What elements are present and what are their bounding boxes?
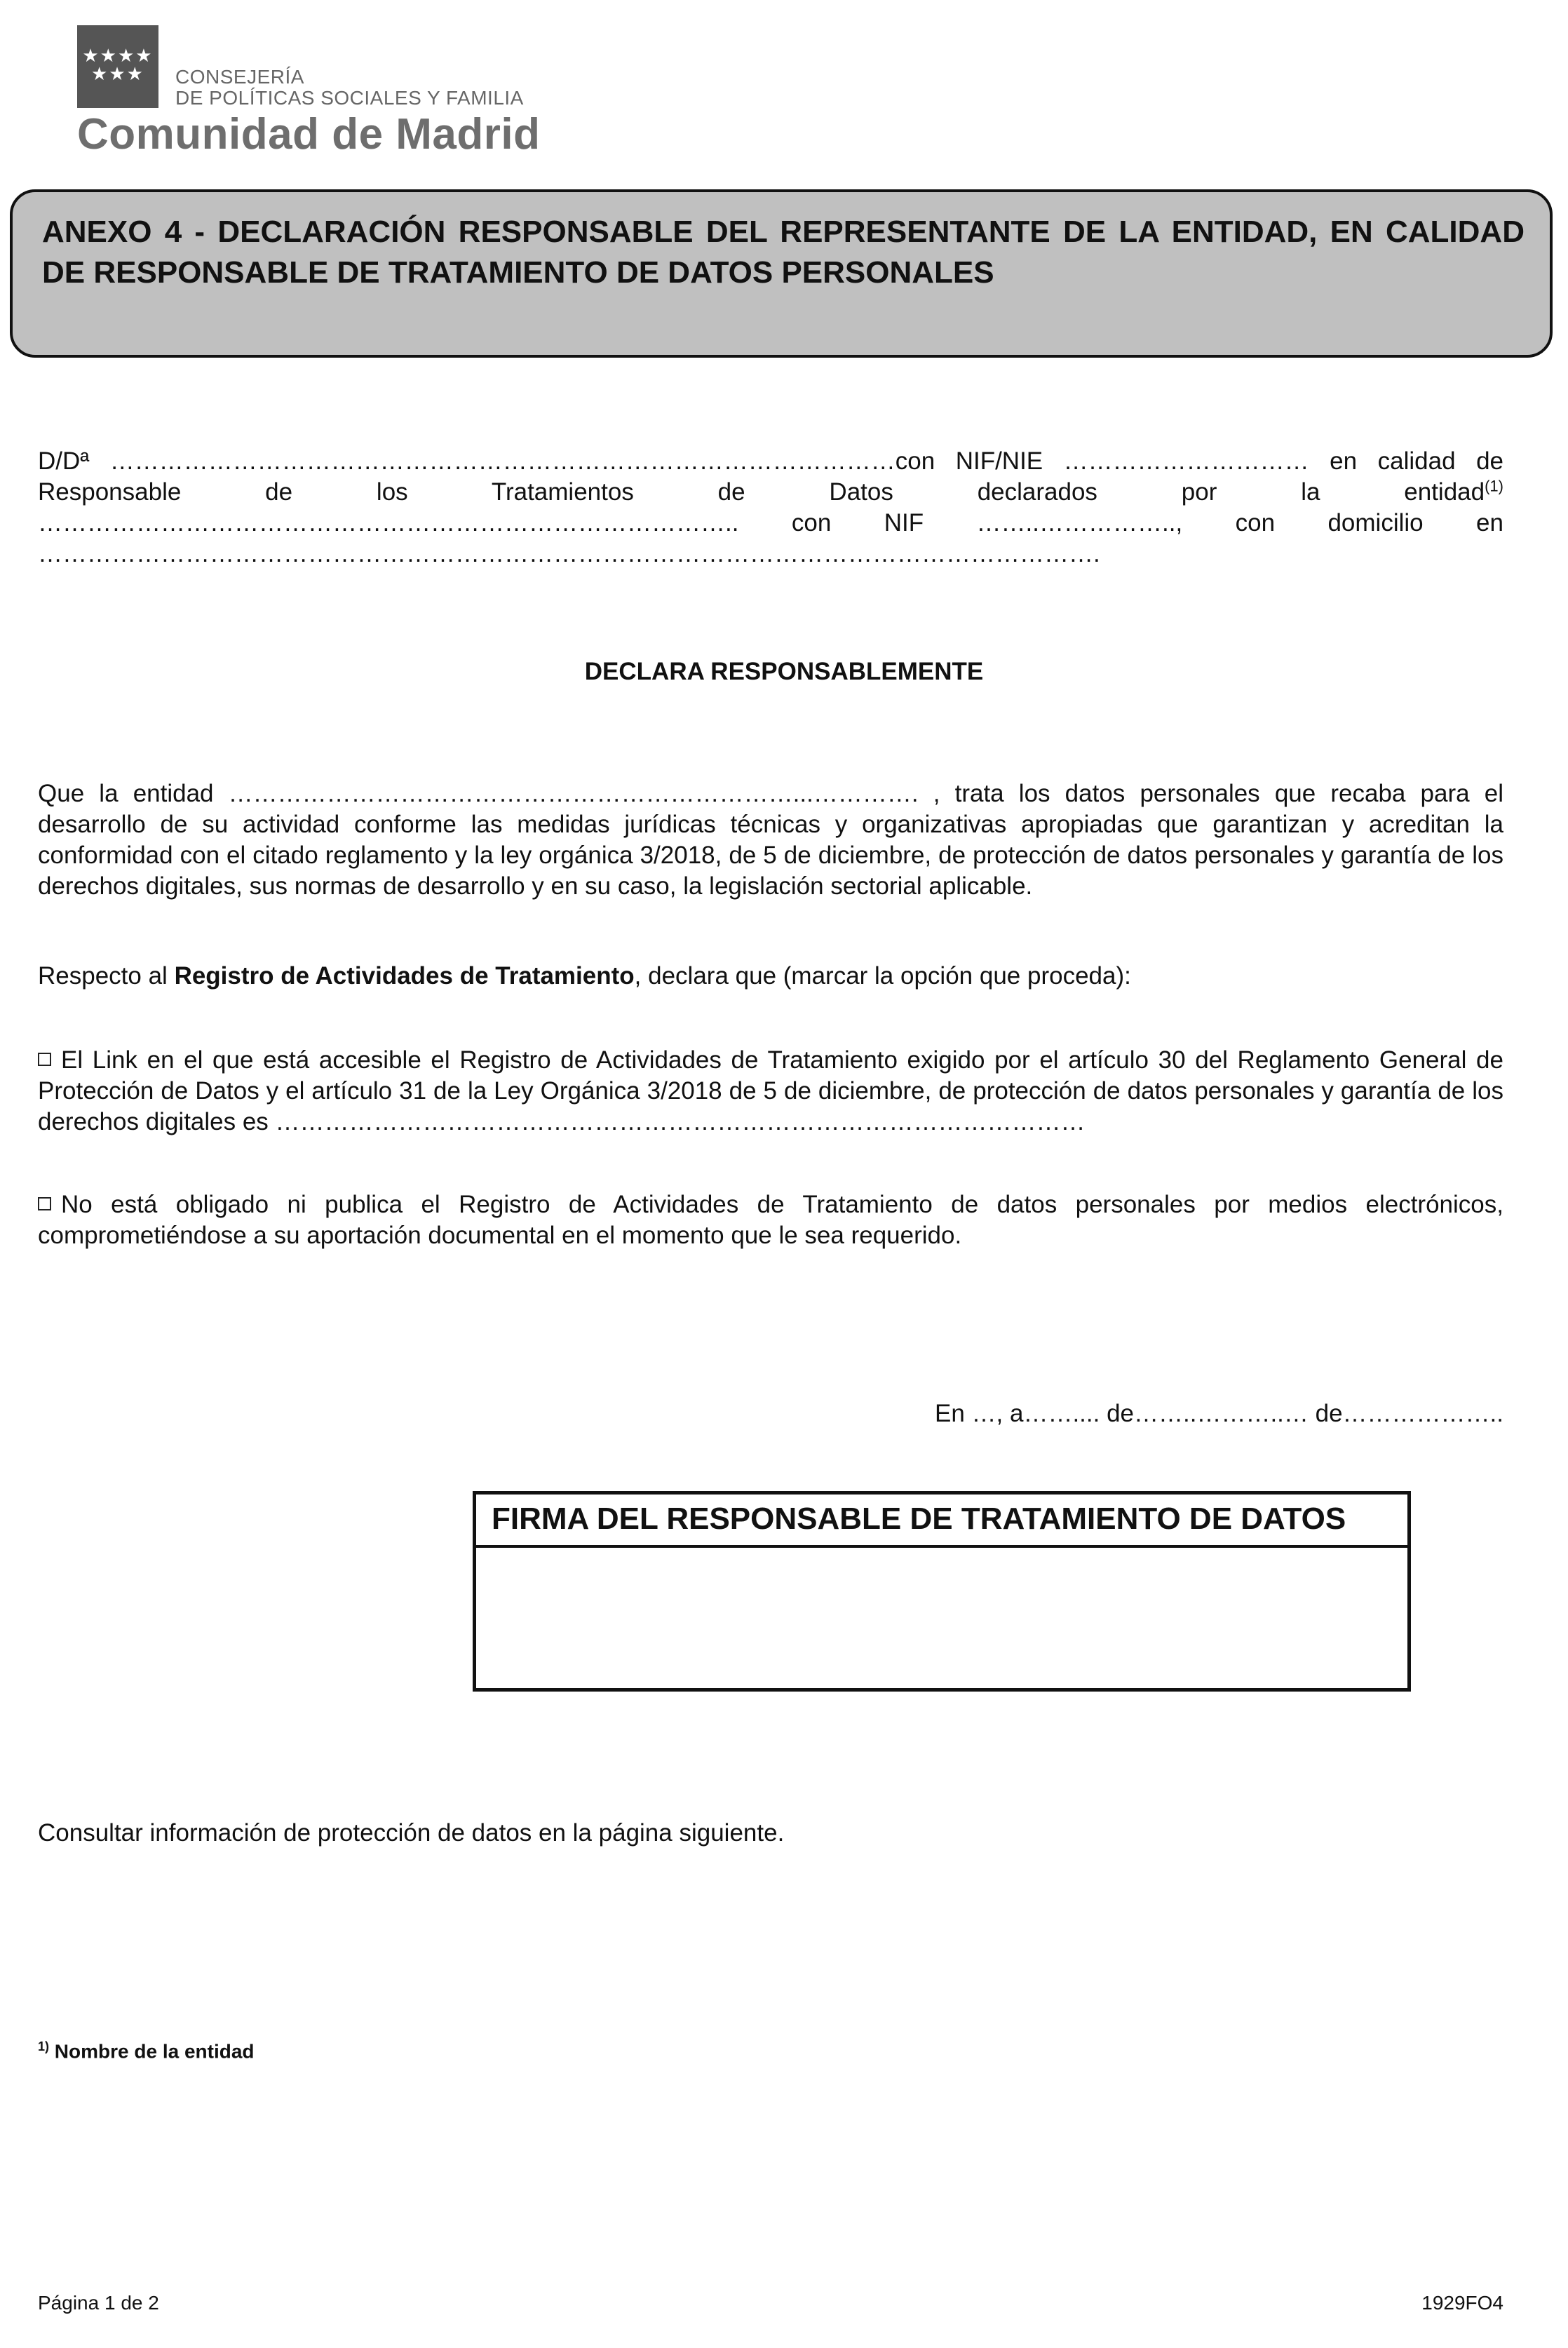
declara-heading: DECLARA RESPONSABLEMENTE <box>584 658 984 685</box>
organization-logo <box>77 25 610 163</box>
registro-paragraph <box>38 961 1503 992</box>
logo-department-line1: CONSEJERÍA <box>175 66 304 88</box>
option-link-text: El Link en el que está accesible el Registro de Actividades de Tratamiento exigido por el artículo 30 del Reglamento General de Protección de Datos y el artículo 31 de la Ley Orgánica 3/2018 de 5 de diciembre, de protección de datos personales y garantía de los derechos digitales es ……………………………………………………………………………………… <box>38 1046 1503 1135</box>
declarant-paragraph <box>38 446 1503 569</box>
signature-box[interactable] <box>473 1491 1411 1692</box>
footnote-marker: 1) <box>38 2039 50 2053</box>
footnote <box>38 2039 255 2063</box>
option-not-obliged-text: No está obligado ni publica el Registro de Actividades de Tratamiento de datos personales por medios electrónicos, comprometiéndose a su aportación documental en el momento que le sea requerido. <box>38 1191 1503 1249</box>
page-number: Página 1 de 2 <box>38 2292 159 2314</box>
consult-note: Consultar información de protección de datos en la página siguiente. <box>38 1819 785 1847</box>
date-place-line: En …, a…….... de……..………..… de……………….. <box>935 1400 1503 1427</box>
declarant-text-part2: ………………………………………………………………………….. con NIF ……..…………….., con domicilio en …………………………………………………………………………………………………………………. <box>38 509 1503 567</box>
document-title: ANEXO 4 - DECLARACIÓN RESPONSABLE DEL REPRESENTANTE DE LA ENTIDAD, EN CALIDAD DE RESPONSABLE DE TRATAMIENTO DE DATOS PERSONALES <box>42 215 1525 290</box>
title-box <box>10 189 1553 358</box>
declarant-text-part1: D/Dª ……………………………………………………………………………………con NIF/NIE ………………………… en calidad de Responsable de los Tratamientos de Datos declarados por la entidad <box>38 447 1503 506</box>
form-code: 1929FO4 <box>1421 2292 1503 2314</box>
registro-bold-text: Registro de Actividades de Tratamiento <box>174 962 635 990</box>
stars-icon: ★★★★ ★★★ <box>82 45 154 84</box>
registro-prefix: Respecto al <box>38 962 175 990</box>
signature-header: FIRMA DEL RESPONSABLE DE TRATAMIENTO DE DATOS <box>476 1495 1407 1548</box>
logo-department-line2: DE POLÍTICAS SOCIALES Y FAMILIA <box>175 87 524 109</box>
registro-suffix: , declara que (marcar la opción que proceda): <box>634 962 1131 990</box>
option-not-obliged <box>38 1189 1503 1251</box>
option-not-obliged-checkbox[interactable] <box>38 1197 51 1210</box>
footnote-text: Nombre de la entidad <box>49 2040 255 2063</box>
entity-paragraph: Que la entidad ……………………………………………………………...…………. , trata los datos personales que recaba para el desarrollo de su actividad conforme las medidas jurídicas técnicas y organizativas apropiadas que garantizan y acreditan la conformidad con el citado reglamento y la ley orgánica 3/2018, de 5 de diciembre, de protección de datos personales y garantía de los derechos digitales, sus normas de desarrollo y en su caso, la legislación sectorial aplicable. <box>38 780 1503 900</box>
logo-organization-name: Comunidad de Madrid <box>77 110 541 158</box>
logo-emblem <box>77 25 158 108</box>
option-link-checkbox[interactable] <box>38 1053 51 1066</box>
option-link <box>38 1045 1503 1138</box>
footnote-reference: (1) <box>1485 477 1503 495</box>
